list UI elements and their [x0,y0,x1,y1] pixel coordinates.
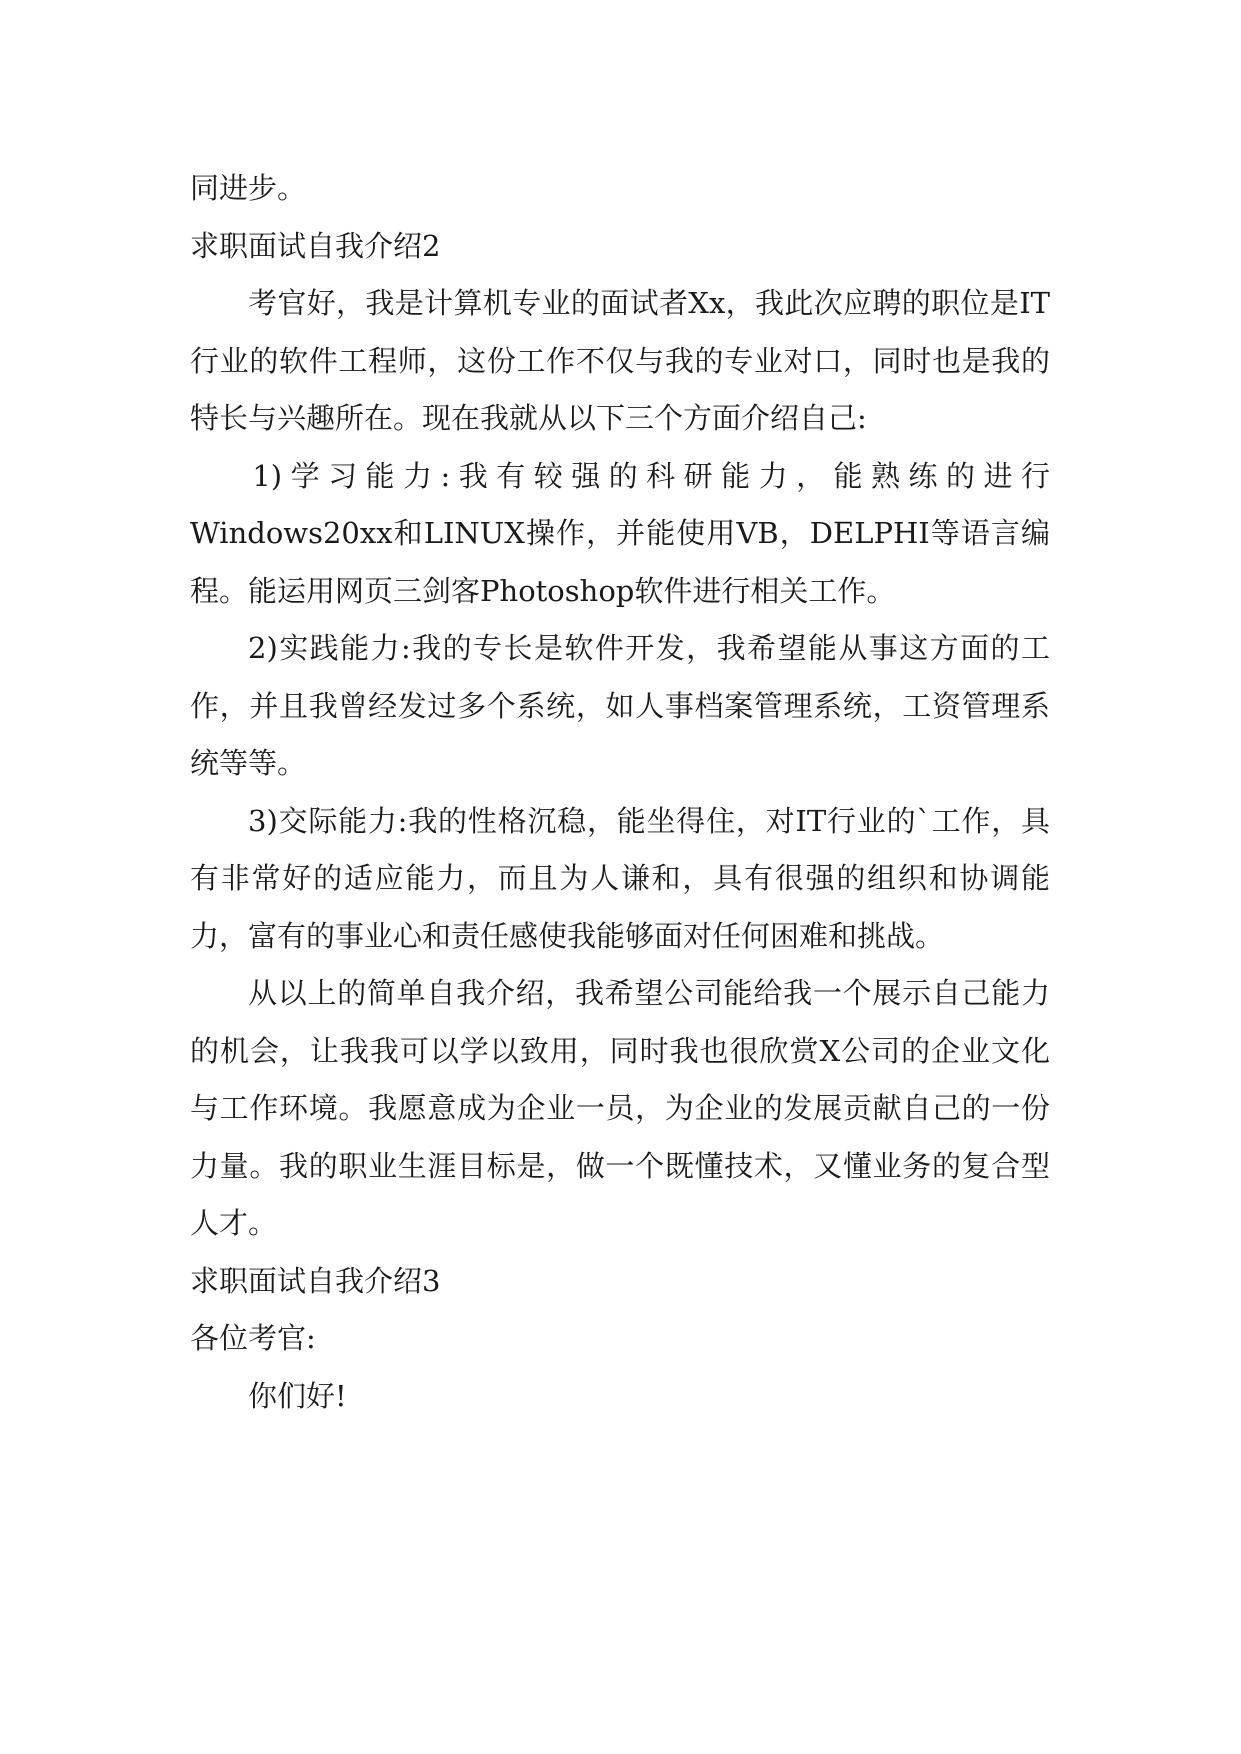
section-2-title: 求职面试自我介绍2 [190,228,441,263]
document-body [190,160,1050,1425]
point-3-paragraph: 3)交际能力:我的性格沉稳，能坐得住，对IT行业的`工作，具有非常好的适应能力，而且为人谦和，具有很强的组织和协调能力，富有的事业心和责任感使我能够面对任何困难和挑战。 [190,803,1050,953]
point-1-paragraph: 1)学习能力:我有较强的科研能力，能熟练的进行Windows20xx和LINUX操作，并能使用VB，DELPHI等语言编程。能运用网页三剑客Photoshop软件进行相关工作。 [190,458,1050,608]
section-3-greeting: 你们好! [248,1378,347,1413]
point-2-paragraph: 2)实践能力:我的专长是软件开发，我希望能从事这方面的工作，并且我曾经发过多个系统，如人事档案管理系统，工资管理系统等等。 [190,631,1050,780]
section-2-intro-paragraph: 考官好，我是计算机专业的面试者Xx，我此次应聘的职位是IT行业的软件工程师，这份工作不仅与我的专业对口，同时也是我的特长与兴趣所在。现在我就从以下三个方面介绍自己: [190,286,1050,435]
section-2-closing-paragraph: 从以上的简单自我介绍，我希望公司能给我一个展示自己能力的机会，让我我可以学以致用，同时我也很欣赏X公司的企业文化与工作环境。我愿意成为企业一员，为企业的发展贡献自己的一份力量。我的职业生涯目标是，做一个既懂技术，又懂业务的复合型人才。 [190,976,1050,1240]
section-3-salutation: 各位考官: [190,1321,316,1355]
continuation-line: 同进步。 [190,171,307,205]
section-3-title: 求职面试自我介绍3 [190,1263,441,1298]
